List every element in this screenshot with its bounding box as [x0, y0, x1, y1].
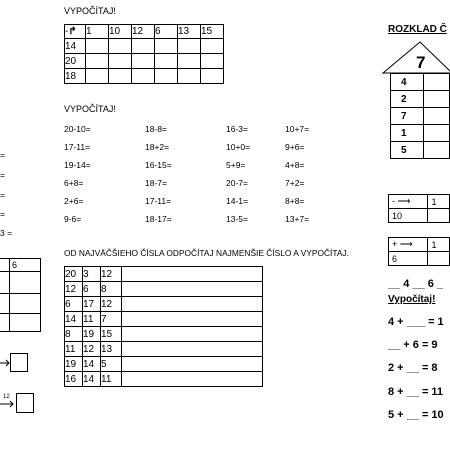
number-cell: 11	[101, 372, 122, 387]
equation: 20-7=	[226, 178, 248, 188]
partial-cell[interactable]	[10, 294, 41, 314]
number-cell: 14	[83, 372, 101, 387]
grid1-col-header: 1	[86, 25, 109, 39]
house-roof-icon	[380, 40, 450, 74]
arrow-label: 12	[3, 394, 10, 400]
arrow-icon: ⟶	[399, 239, 413, 249]
fill-in-equation: __ + 6 = 9	[388, 339, 438, 351]
equation: 4+8=	[285, 160, 305, 170]
number-cell: 19	[83, 327, 101, 342]
equation: 7+2=	[285, 178, 305, 188]
house-number: 2	[391, 91, 424, 108]
chain-table-minus	[388, 194, 450, 223]
number-cell: 11	[83, 312, 101, 327]
equation: 5+9=	[226, 160, 246, 170]
chain-table-plus	[388, 237, 450, 266]
number-cell: 13	[101, 342, 122, 357]
answer-cell[interactable]	[122, 342, 263, 357]
answer-cell[interactable]	[86, 39, 109, 54]
chain-step: 1	[428, 195, 450, 209]
grid1-col-header: 12	[132, 25, 155, 39]
number-cell: 14	[65, 312, 83, 327]
number-cell: 14	[83, 357, 101, 372]
house-number: 5	[391, 142, 424, 159]
answer-box[interactable]	[10, 353, 28, 372]
answer-cell[interactable]	[122, 327, 263, 342]
answer-cell[interactable]	[155, 39, 178, 54]
answer-cell[interactable]	[122, 267, 263, 282]
partial-cell[interactable]	[10, 272, 41, 294]
chain-op-cell	[389, 238, 428, 252]
grid1-col-header: 15	[201, 25, 224, 39]
decomposition-title: ROZKLAD Č	[388, 24, 447, 35]
answer-cell[interactable]	[122, 312, 263, 327]
arrow-icon: ↱	[68, 26, 77, 37]
equation: 17-11=	[145, 196, 172, 206]
house-answer-cell[interactable]	[424, 125, 450, 142]
answer-cell[interactable]	[155, 54, 178, 69]
number-cell: 15	[101, 327, 122, 342]
number-cell: 6	[83, 282, 101, 297]
chain-step: 1	[428, 238, 450, 252]
task-instruction: OD NAJVÄČŠIEHO ČÍSLA ODPOČÍTAJ NAJMENŠIE ČÍSLO A VYPOČÍTAJ.	[64, 248, 349, 258]
fill-in-equation: 4 + ___ = 1	[388, 316, 444, 328]
partial-equation: =	[0, 190, 5, 200]
answer-box[interactable]	[16, 393, 34, 413]
equation: 18-17=	[145, 214, 172, 224]
partial-header: 6	[10, 259, 41, 272]
partial-cell	[0, 272, 10, 294]
equation: 20-10=	[64, 124, 91, 134]
fill-in-equation: 8 + __ = 11	[388, 386, 444, 398]
partial-grid	[0, 258, 41, 332]
grid1-op-cell	[65, 25, 86, 39]
number-cell: 19	[65, 357, 83, 372]
equation: 2+6=	[64, 196, 84, 206]
equation: 17-11=	[64, 142, 91, 152]
partial-cell[interactable]	[10, 314, 41, 332]
partial-cell	[0, 314, 10, 332]
grid1-col-header: 6	[155, 25, 178, 39]
grid1-col-header: 13	[178, 25, 201, 39]
partial-cell	[0, 294, 10, 314]
number-cell: 5	[101, 357, 122, 372]
answer-cell[interactable]	[201, 39, 224, 54]
partial-cell	[0, 259, 10, 272]
number-cell: 3	[83, 267, 101, 282]
number-cell: 8	[65, 327, 83, 342]
answer-cell[interactable]	[86, 69, 109, 84]
answer-cell[interactable]	[201, 54, 224, 69]
chain-answer-cell[interactable]	[428, 209, 450, 223]
answer-cell[interactable]	[109, 69, 132, 84]
equation: 9+6=	[285, 142, 305, 152]
equation: 8+8=	[285, 196, 305, 206]
answer-cell[interactable]	[178, 39, 201, 54]
answer-cell[interactable]	[201, 69, 224, 84]
answer-cell[interactable]	[178, 69, 201, 84]
number-cell: 8	[101, 282, 122, 297]
number-cell: 12	[101, 297, 122, 312]
equation: 18-8=	[145, 124, 167, 134]
house-answer-cell[interactable]	[424, 91, 450, 108]
number-sequence: __ 4 __ 6 _	[388, 278, 444, 290]
number-cell: 12	[83, 342, 101, 357]
number-triples-grid	[64, 266, 263, 387]
fill-in-equation: 5 + __ = 10	[388, 409, 444, 421]
equation: 10+7=	[285, 124, 310, 134]
house-answer-cell[interactable]	[424, 74, 450, 91]
answer-cell[interactable]	[122, 282, 263, 297]
subtraction-grid	[64, 24, 224, 84]
partial-equation: =	[0, 150, 5, 160]
answer-cell[interactable]	[122, 297, 263, 312]
title-vypocitaj-1: VYPOČÍTAJ!	[64, 6, 116, 16]
grid1-op: -	[65, 26, 69, 37]
number-cell: 17	[83, 297, 101, 312]
number-cell: 12	[101, 267, 122, 282]
fill-in-equation: 2 + __ = 8	[388, 362, 438, 374]
number-cell: 11	[65, 342, 83, 357]
answer-cell[interactable]	[132, 54, 155, 69]
grid1-col-header: 10	[109, 25, 132, 39]
partial-equation: =	[0, 209, 5, 219]
number-cell: 7	[101, 312, 122, 327]
house-top-number: 7	[416, 53, 426, 72]
equation: 18+2=	[145, 142, 170, 152]
arrow-icon	[0, 396, 16, 408]
answer-cell[interactable]	[178, 54, 201, 69]
house-body	[390, 73, 450, 159]
answer-cell[interactable]	[109, 39, 132, 54]
title-vypocitaj-2: VYPOČÍTAJ!	[64, 104, 116, 114]
chain-answer-cell[interactable]	[428, 252, 450, 266]
chain-op: +	[392, 239, 398, 249]
answer-cell[interactable]	[86, 54, 109, 69]
house-number: 7	[391, 108, 424, 125]
house-number: 4	[391, 74, 424, 91]
number-cell: 12	[65, 282, 83, 297]
grid1-row-header: 14	[65, 39, 86, 54]
answer-cell[interactable]	[122, 357, 263, 372]
number-cell: 6	[65, 297, 83, 312]
house-answer-cell[interactable]	[424, 142, 450, 159]
calc-title: Vypočítaj!	[388, 294, 436, 305]
equation: 6+8=	[64, 178, 84, 188]
equation: 16-3=	[226, 124, 248, 134]
chain-start: 6	[389, 252, 428, 266]
equation: 14-1=	[226, 196, 248, 206]
answer-cell[interactable]	[109, 54, 132, 69]
grid1-row-header: 18	[65, 69, 86, 84]
house-answer-cell[interactable]	[424, 108, 450, 125]
chain-op-cell	[389, 195, 428, 209]
equation: 10+0=	[226, 142, 251, 152]
chain-start: 10	[389, 209, 428, 223]
partial-equation: =	[0, 170, 5, 180]
answer-cell[interactable]	[155, 69, 178, 84]
equation: 16-15=	[145, 160, 172, 170]
arrow-icon: ⟶	[397, 196, 411, 206]
answer-cell[interactable]	[132, 39, 155, 54]
answer-cell[interactable]	[122, 372, 263, 387]
equation: 18-7=	[145, 178, 167, 188]
number-cell: 20	[65, 267, 83, 282]
equation: 9-6=	[64, 214, 82, 224]
grid1-row-header: 20	[65, 54, 86, 69]
number-cell: 16	[65, 372, 83, 387]
chain-op: -	[392, 196, 395, 206]
house-number: 1	[391, 125, 424, 142]
equation: 19-14=	[64, 160, 91, 170]
answer-cell[interactable]	[132, 69, 155, 84]
equation: 13-5=	[226, 214, 248, 224]
equation: 13+7=	[285, 214, 310, 224]
partial-equation: 3 =	[0, 228, 13, 238]
